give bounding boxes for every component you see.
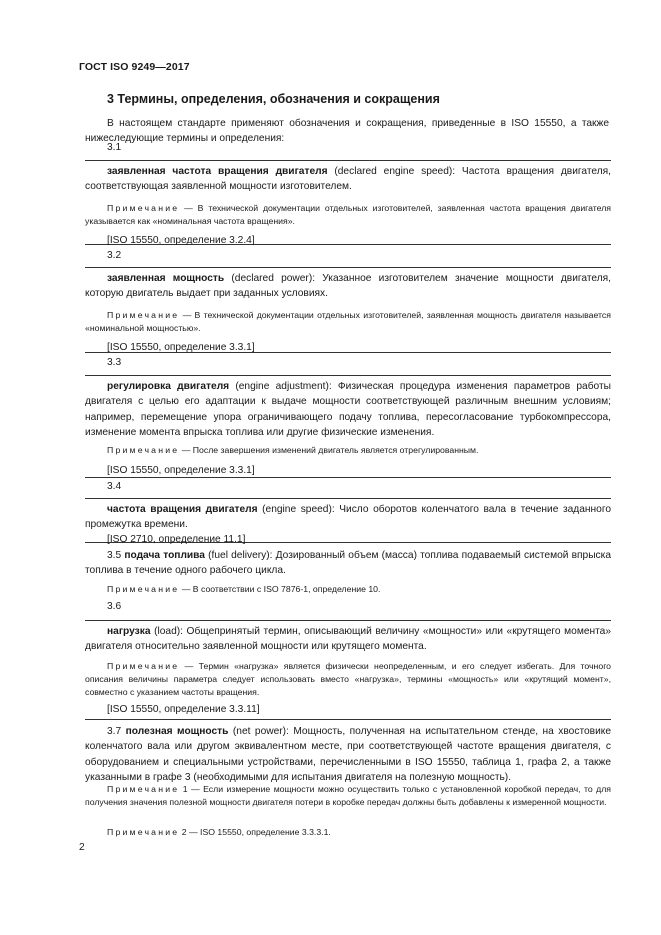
definition-box-3-6 [85,620,611,720]
source-reference: [ISO 15550, определение 3.3.1] [107,342,255,354]
entry-number: 3.1 [107,142,122,153]
source-reference: [ISO 15550, определение 3.3.11] [107,704,260,716]
note-3-7-2 [85,826,611,839]
definition: (engine speed): Число оборотов коленчатого вала в течение заданного промежутка времени. [85,504,611,531]
definition-text [85,502,611,533]
definition-3-5 [85,548,611,579]
definition: (load): Общепринятый термин, описывающий величину «мощности» или «крутящего момента» двигателя относительно заявленной мощности или крутящего момента. [85,626,611,653]
source-reference: [ISO 15550, определение 3.3.1] [107,464,255,476]
note-text: 1 — Если измерение мощности можно осуществить только с установленной коробкой передач, то для получения значения полезной мощности двигателя потери в коробке передач должны быть добавлены к измеренной мощности. [85,784,611,808]
note-text: — В соответствии с ISO 7876-1, определение 10. [179,584,381,594]
note-text: — В технической документации отдельных изготовителей, заявленная мощность двигателя называется «номинальной мощностью». [85,309,611,334]
note [85,444,611,457]
term: частота вращения двигателя [107,504,258,515]
definition: (engine adjustment): Физическая процедура изменения параметров работы двигателя с целью его адаптации к выдаче мощности соответствующей различным внешним условиям; например, перемещение упора ограничивающего подачу топлива, пересогласование турбокомпрессора, изменение момента впрыска топлива или другие физические изменения. [85,381,611,439]
note [85,660,611,700]
note-label: Примечание [107,660,180,671]
entry-number: 3.7 [107,726,122,737]
term: регулировка двигателя [107,381,230,392]
term: подача топлива [124,550,205,561]
entry-number: 3.2 [107,250,122,261]
term: заявленная мощность [107,273,225,284]
section-intro: В настоящем стандарте применяют обозначения и сокращения, приведенные в ISO 15550, а также нижеследующие термины и определения: [85,118,609,144]
definition-text [85,164,611,195]
note-label: Примечание [107,444,180,455]
note-text: — После завершения изменений двигатель является отрегулированным. [179,444,479,455]
note-label: Примечание [107,827,180,837]
source-reference: [ISO 2710, определение 11.1] [107,533,246,545]
definition-3-7 [85,724,611,786]
entry-number: 3.5 [107,550,122,561]
entry-number: 3.3 [107,357,122,368]
definition-box-3-2 [85,267,611,353]
entry-number: 3.4 [107,481,122,492]
note [85,309,611,335]
entry-number: 3.6 [107,601,122,612]
note-3-5 [85,583,611,596]
definition: (net power): Мощность, полученная на испытательном стенде, на хвостовике коленчатого вала или другом эквивалентном месте, при соответствующей частоте вращения двигателя, с оборудованием и специальными устройствами, перечисленными в ISO 15550, таблица 1, графа 2, а также указанными в графе 3 (необходимыми для испытания двигателя на полезную мощность). [85,726,612,784]
definition-text [85,624,611,655]
note-text: — В технической документации отдельных изготовителей, заявленная частота вращения двигателя указывается как «номинальная частота вращения». [85,202,611,227]
note-label: Примечание [107,202,180,213]
note-text: — Термин «нагрузка» является физически неопределенным, и его следует избегать. Для точного описания величины параметра следует использовать вместо «нагрузка», термины «мощность» или «крутящий момент», совместно с указанием частоты вращения. [85,660,611,698]
definition-box-3-4 [85,498,611,543]
source-reference: [ISO 15550, определение 3.2.4] [107,235,255,247]
term: нагрузка [107,626,151,637]
definition-text [85,271,611,302]
definition: (fuel delivery): Дозированный объем (масса) топлива подаваемый системой впрыска топлива в течение одного рабочего цикла. [85,550,611,577]
term: полезная мощность [125,726,229,737]
note [85,202,611,228]
section-title: 3 Термины, определения, обозначения и сокращения [107,92,440,106]
document-code: ГОСТ ISO 9249—2017 [79,61,190,73]
note-label: Примечание [107,584,180,594]
note-label: Примечание [107,309,180,320]
definition: (declared engine speed): Частота вращения двигателя, соответствующая заявленной мощности изготовителем. [85,166,611,193]
note-3-7-1 [85,783,611,809]
note-text: 2 — ISO 15550, определение 3.3.3.1. [179,827,331,837]
term: заявленная частота вращения двигателя [107,166,328,177]
definition-text [85,379,611,441]
definition: (declared power): Указанное изготовителем значение мощности двигателя, которую двигатель выдает при заданных условиях. [85,273,611,300]
definition-box-3-3 [85,375,611,478]
note-label: Примечание [107,784,180,794]
page-number: 2 [79,842,85,853]
definition-box-3-1 [85,160,611,245]
